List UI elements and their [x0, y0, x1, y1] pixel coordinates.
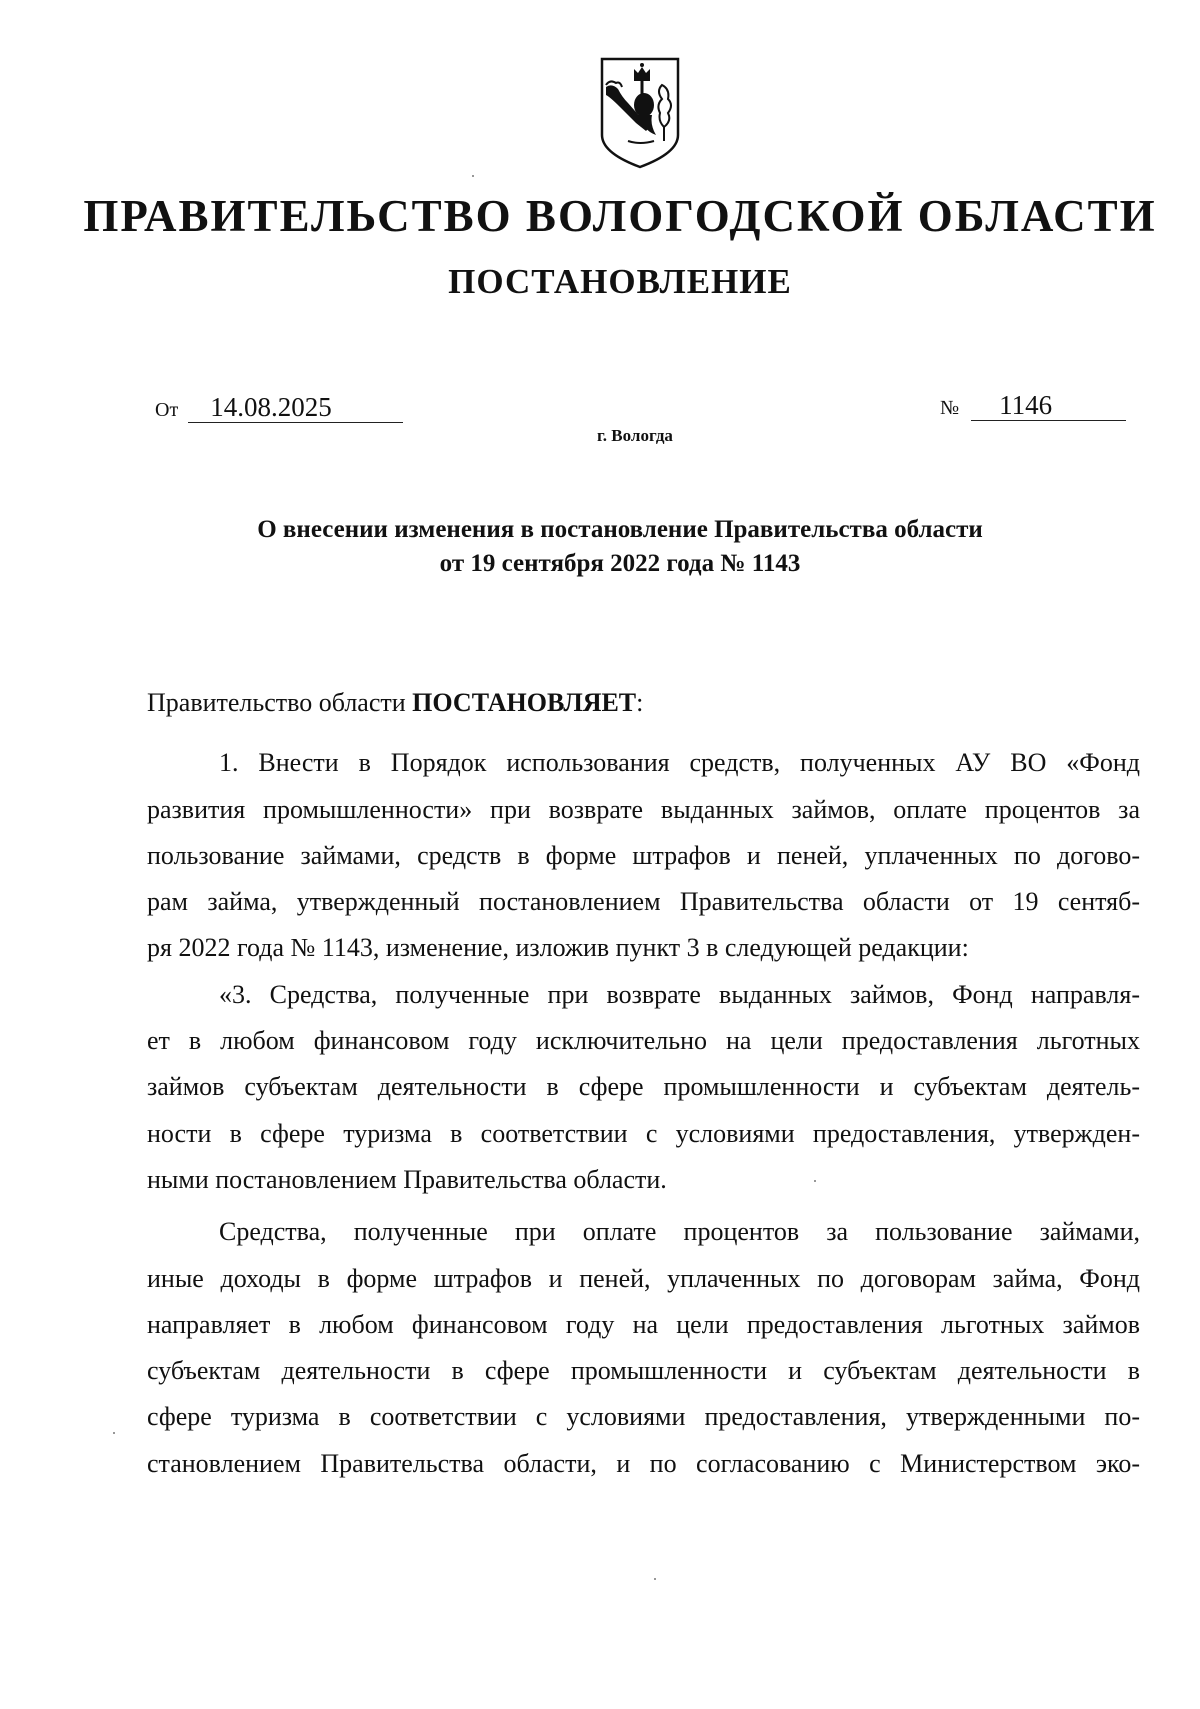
paragraph-line: ет в любом финансовом году исключительно на цели предоставления льготных: [147, 1026, 1140, 1056]
paragraph-line: становлением Правительства области, и по согласованию с Министерством эко-: [147, 1448, 1140, 1478]
paragraph-line: направляет в любом финансовом году на цели предоставления льготных займов: [147, 1309, 1140, 1339]
document-subject: [0, 513, 1200, 581]
document-number: 1146: [971, 390, 1126, 421]
scan-speck: [113, 1432, 115, 1434]
number-prefix: №: [940, 397, 960, 419]
intro-decree: ПОСТАНОВЛЯЕТ: [412, 688, 637, 717]
document-body: [147, 680, 1140, 1487]
date-prefix: От: [155, 399, 179, 421]
paragraph-line: ности в сфере туризма в соответствии с условиями предоставления, утвержден-: [147, 1118, 1140, 1148]
city: г. Вологда: [597, 426, 673, 445]
coat-of-arms-icon: [598, 55, 682, 171]
paragraph-line: субъектам деятельности в сфере промышленности и субъектам деятельности в: [147, 1356, 1140, 1386]
government-title: ПРАВИТЕЛЬСТВО ВОЛОГОДСКОЙ ОБЛАСТИ: [83, 191, 1157, 241]
document-date: 14.08.2025: [188, 392, 403, 423]
paragraph-line: 1. Внести в Порядок использования средств, полученных АУ ВО «Фонд: [219, 748, 1140, 778]
paragraph-line: Средства, полученные при оплате процентов за пользование займами,: [219, 1217, 1140, 1247]
scan-speck: [472, 175, 474, 177]
paragraph-line: сфере туризма в соответствии с условиями предоставления, утвержденными по-: [147, 1402, 1140, 1432]
intro-prefix: Правительство области: [147, 688, 406, 717]
subject-line: О внесении изменения в постановление Правительства области: [257, 516, 983, 543]
document-type: ПОСТАНОВЛЕНИЕ: [448, 262, 792, 301]
subject-line: от 19 сентября 2022 года № 1143: [439, 550, 801, 577]
paragraph-line: ными постановлением Правительства области.: [147, 1164, 667, 1194]
intro-suffix: :: [636, 688, 644, 717]
date-row: [155, 392, 403, 423]
paragraph-line: «3. Средства, полученные при возврате выданных займов, Фонд направля-: [219, 979, 1140, 1009]
paragraph-line: ря 2022 года № 1143, изменение, изложив пункт 3 в следующей редакции:: [147, 933, 969, 963]
intro-paragraph: [147, 680, 1140, 726]
paragraph-line: рам займа, утвержденный постановлением Правительства области от 19 сентяб-: [147, 887, 1140, 917]
number-row: [940, 390, 1126, 421]
paragraph-line: развития промышленности» при возврате выданных займов, оплате процентов за: [147, 794, 1140, 824]
scan-speck: [814, 1180, 816, 1182]
paragraph-line: пользование займами, средств в форме штрафов и пеней, уплаченных по догово-: [147, 840, 1140, 870]
scan-speck: [654, 1578, 656, 1580]
paragraph-line: иные доходы в форме штрафов и пеней, уплаченных по договорам займа, Фонд: [147, 1263, 1140, 1293]
paragraph-line: займов субъектам деятельности в сфере промышленности и субъектам деятель-: [147, 1072, 1140, 1102]
